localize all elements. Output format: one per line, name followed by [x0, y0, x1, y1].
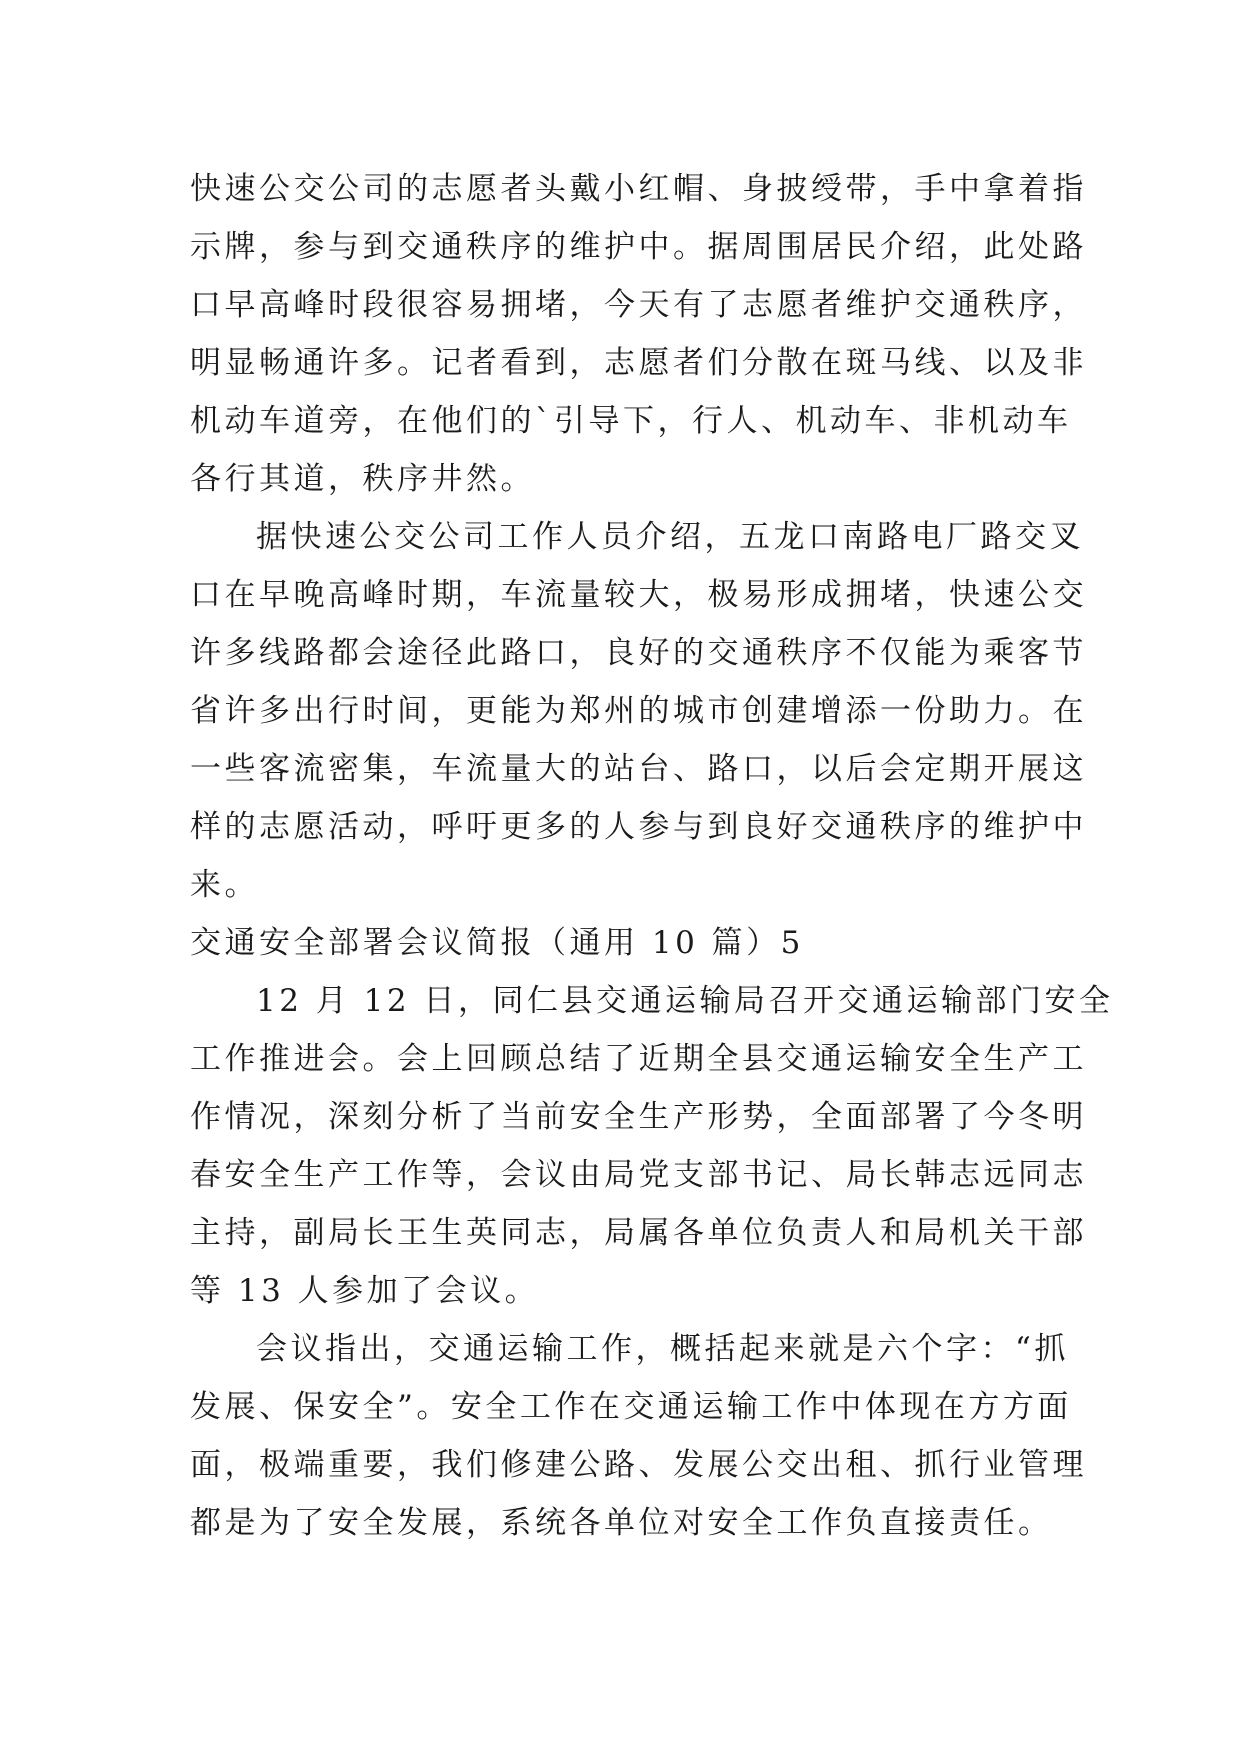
text-line: 口早高峰时段很容易拥堵，今天有了志愿者维护交通秩序，	[190, 287, 1087, 323]
text-line: 春安全生产工作等，会议由局党支部书记、局长韩志远同志	[190, 1157, 1087, 1193]
text-line: 机动车道旁，在他们的`引导下，行人、机动车、非机动车	[190, 403, 1072, 439]
text-line: 会议指出，交通运输工作，概括起来就是六个字：“抓	[256, 1331, 1069, 1367]
text-line: 发展、保安全”。安全工作在交通运输工作中体现在方方面	[190, 1389, 1072, 1425]
paragraph-meeting	[190, 972, 1114, 1320]
section-heading	[190, 914, 1066, 972]
text-line: 12 月 12 日，同仁县交通运输局召开交通运输部门安全	[256, 983, 1114, 1019]
text-line: 工作推进会。会上回顾总结了近期全县交通运输安全生产工	[190, 1041, 1087, 1077]
paragraph-meeting-points	[190, 1320, 1087, 1552]
document-body	[190, 160, 1114, 1552]
text-line: 据快速公交公司工作人员介绍，五龙口南路电厂路交叉	[256, 519, 1084, 555]
text-line: 省许多出行时间，更能为郑州的城市创建增添一份助力。在	[190, 693, 1087, 729]
text-line: 都是为了安全发展，系统各单位对安全工作负直接责任。	[190, 1505, 1053, 1541]
text-line: 来。	[190, 867, 259, 903]
text-line: 示牌，参与到交通秩序的维护中。据周围居民介绍，此处路	[190, 229, 1087, 265]
paragraph-brt-staff	[190, 508, 1087, 914]
text-line: 快速公交公司的志愿者头戴小红帽、身披绶带，手中拿着指	[190, 171, 1087, 207]
text-line: 口在早晚高峰时期，车流量较大，极易形成拥堵，快速公交	[190, 577, 1087, 613]
text-line: 作情况，深刻分析了当前安全生产形势，全面部署了今冬明	[190, 1099, 1087, 1135]
text-line: 各行其道，秩序井然。	[190, 461, 535, 497]
text-line: 许多线路都会途径此路口，良好的交通秩序不仅能为乘客节	[190, 635, 1087, 671]
text-line: 面，极端重要，我们修建公路、发展公交出租、抓行业管理	[190, 1447, 1087, 1483]
text-line: 等 13 人参加了会议。	[190, 1273, 540, 1309]
text-line: 明显畅通许多。记者看到，志愿者们分散在斑马线、以及非	[190, 345, 1087, 381]
heading-line: 交通安全部署会议简报（通用 10 篇）5	[190, 925, 804, 961]
text-line: 一些客流密集，车流量大的站台、路口，以后会定期开展这	[190, 751, 1087, 787]
paragraph-volunteers	[190, 160, 1087, 508]
text-line: 样的志愿活动，呼吁更多的人参与到良好交通秩序的维护中	[190, 809, 1087, 845]
text-line: 主持，副局长王生英同志，局属各单位负责人和局机关干部	[190, 1215, 1087, 1251]
